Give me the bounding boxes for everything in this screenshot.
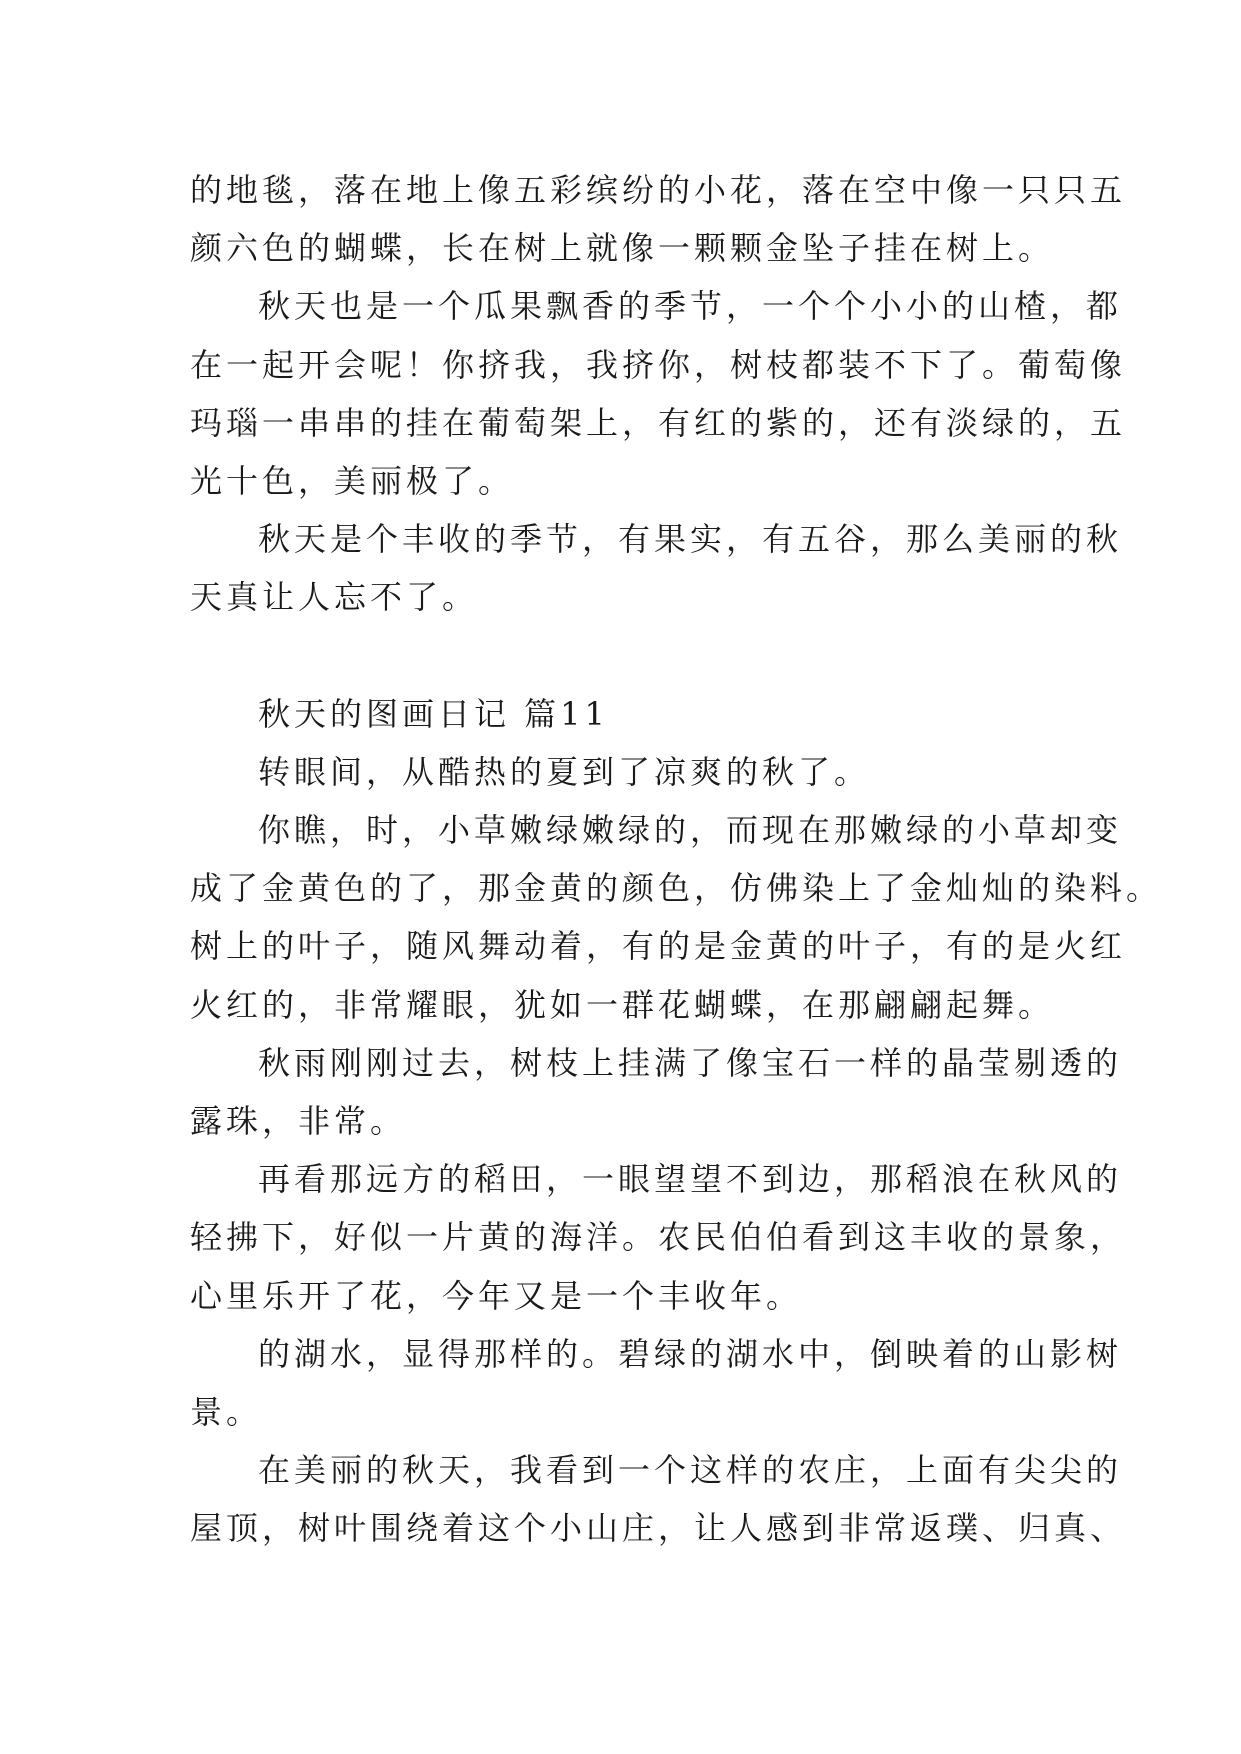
text-line: 成了金黄色的了，那金黄的颜色，仿佛染上了金灿灿的染料。 — [190, 869, 1163, 908]
text-line: 露珠，非常。 — [190, 1102, 407, 1140]
text-line: 景。 — [190, 1392, 263, 1431]
document-body — [190, 161, 1163, 1558]
section-heading: 秋天的图画日记 篇11 — [258, 694, 609, 733]
paragraph-start: 秋天也是一个瓜果飘香的季节，一个个小小的山楂，都 — [258, 287, 1123, 326]
text-line: 颜六色的蝴蝶，长在树上就像一颗颗金坠子挂在树上。 — [190, 229, 1055, 268]
paragraph-start: 再看那远方的稻田，一眼望望不到边，那稻浪在秋风的 — [258, 1160, 1123, 1199]
paragraph-start: 你瞧，时，小草嫩绿嫩绿的，而现在那嫩绿的小草却变 — [258, 811, 1123, 850]
text-line: 天真让人忘不了。 — [190, 578, 479, 617]
paragraph-start: 在美丽的秋天，我看到一个这样的农庄，上面有尖尖的 — [258, 1451, 1123, 1490]
paragraph-start: 转眼间，从酷热的夏到了凉爽的秋了。 — [258, 752, 871, 791]
text-line: 火红的，非常耀眼，犹如一群花蝴蝶，在那翩翩起舞。 — [190, 985, 1055, 1024]
paragraph-start: 秋雨刚刚过去，树枝上挂满了像宝石一样的晶莹剔透的 — [258, 1043, 1123, 1082]
text-line: 玛瑙一串串的挂在葡萄架上，有红的紫的，还有淡绿的，五 — [190, 403, 1127, 442]
text-line: 的地毯，落在地上像五彩缤纷的小花，落在空中像一只只五 — [190, 171, 1127, 209]
text-line: 光十色，美丽极了。 — [190, 461, 515, 500]
paragraph-start: 秋天是个丰收的季节，有果实，有五谷，那么美丽的秋 — [258, 520, 1123, 559]
text-line: 屋顶，树叶围绕着这个小山庄，让人感到非常返璞、归真、 — [190, 1509, 1127, 1548]
text-line: 轻拂下，好似一片黄的海洋。农民伯伯看到这丰收的景象， — [190, 1218, 1127, 1257]
section-gap — [190, 627, 1070, 685]
text-line: 树上的叶子，随风舞动着，有的是金黄的叶子，有的是火红 — [190, 927, 1127, 966]
text-line: 心里乐开了花，今年又是一个丰收年。 — [190, 1276, 803, 1315]
paragraph-start: 的湖水，显得那样的。碧绿的湖水中，倒映着的山影树 — [258, 1334, 1123, 1373]
text-line: 在一起开会呢！你挤我，我挤你，树枝都装不下了。葡萄像 — [190, 345, 1127, 384]
